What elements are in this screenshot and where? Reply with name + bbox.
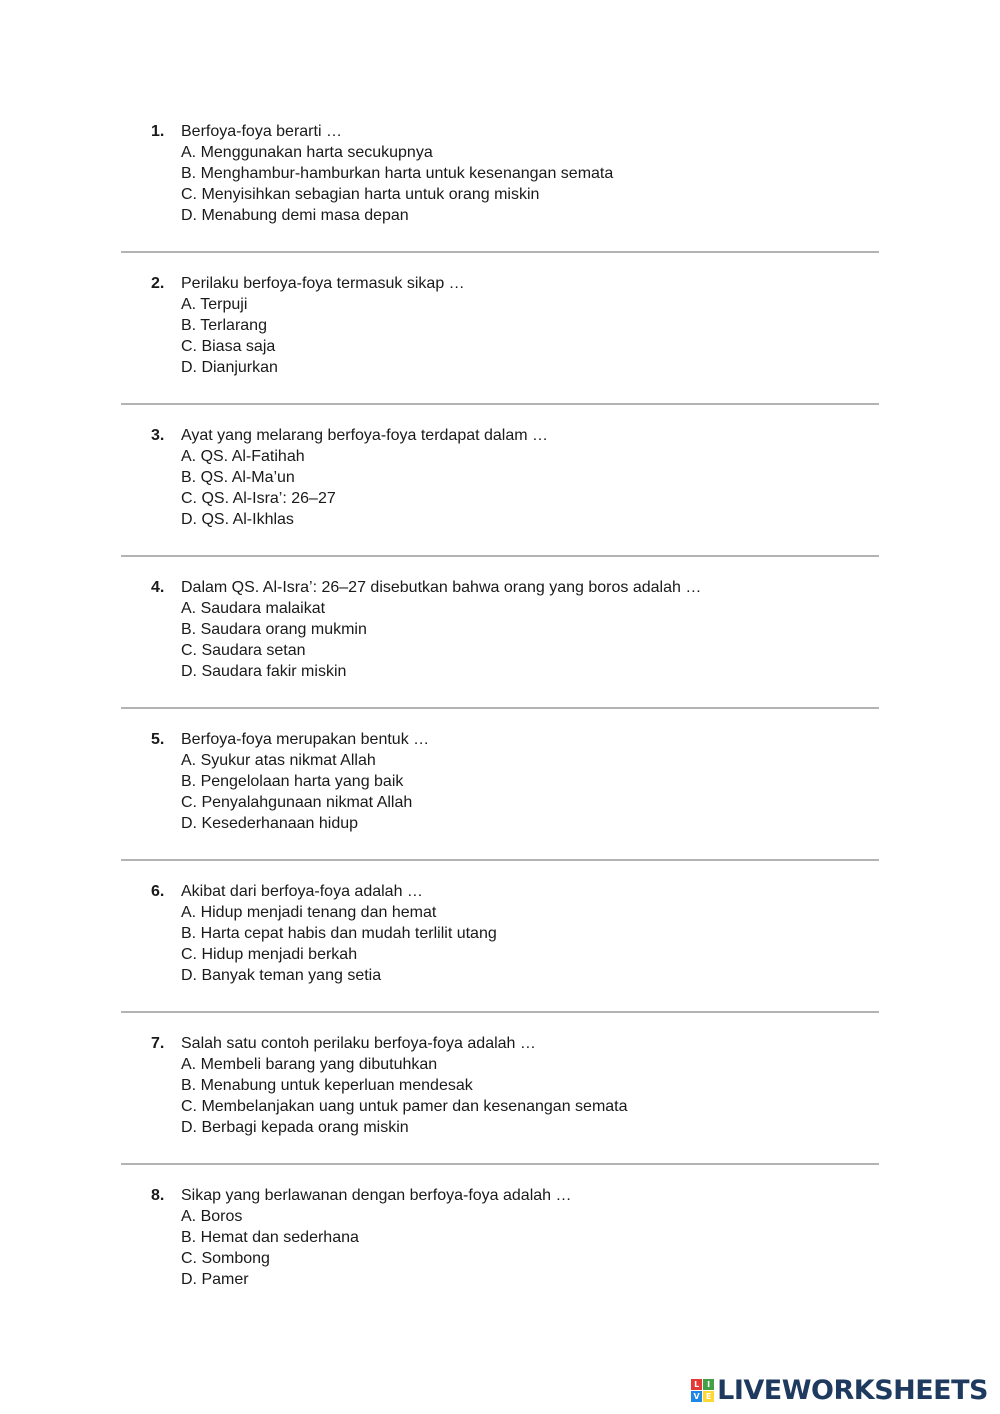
liveworksheets-logo [691, 1375, 988, 1406]
question-number: 2. [151, 275, 165, 292]
option-d: D. Pamer [181, 1271, 249, 1288]
question-text: Salah satu contoh perilaku berfoya-foya adalah … [181, 1035, 536, 1052]
option-b: B. QS. Al-Ma’un [181, 469, 295, 486]
option-b: B. Menabung untuk keperluan mendesak [181, 1077, 473, 1094]
divider [121, 859, 879, 861]
divider [121, 555, 879, 557]
option-d: D. Menabung demi masa depan [181, 207, 409, 224]
option-a: A. QS. Al-Fatihah [181, 448, 305, 465]
option-a: A. Menggunakan harta secukupnya [181, 144, 433, 161]
question-text: Ayat yang melarang berfoya-foya terdapat dalam … [181, 427, 549, 444]
question-5 [151, 729, 891, 834]
question-7 [151, 1033, 891, 1138]
divider [121, 403, 879, 405]
option-c: C. Membelanjakan uang untuk pamer dan kesenangan semata [181, 1098, 628, 1115]
option-c: C. Sombong [181, 1250, 270, 1267]
option-d: D. Saudara fakir miskin [181, 663, 347, 680]
question-text: Perilaku berfoya-foya termasuk sikap … [181, 275, 465, 292]
option-b: B. Harta cepat habis dan mudah terlilit utang [181, 925, 497, 942]
question-number: 8. [151, 1187, 165, 1204]
logo-mark-letter-e: E [703, 1391, 714, 1402]
divider [121, 1011, 879, 1013]
logo-mark-letter-l: L [691, 1379, 702, 1390]
question-text: Dalam QS. Al-Isra’: 26–27 disebutkan bahwa orang yang boros adalah … [181, 579, 702, 596]
divider [121, 1163, 879, 1165]
question-4 [151, 577, 891, 682]
question-6 [151, 881, 891, 986]
option-c: C. QS. Al-Isra’: 26–27 [181, 490, 336, 507]
option-a: A. Boros [181, 1208, 243, 1225]
logo-mark-icon [691, 1379, 714, 1402]
option-d: D. QS. Al-Ikhlas [181, 511, 294, 528]
question-text: Sikap yang berlawanan dengan berfoya-foya adalah … [181, 1187, 572, 1204]
divider [121, 251, 879, 253]
question-3 [151, 425, 891, 530]
option-c: C. Penyalahgunaan nikmat Allah [181, 794, 413, 811]
option-b: B. Terlarang [181, 317, 267, 334]
question-number: 3. [151, 427, 165, 444]
option-c: C. Menyisihkan sebagian harta untuk orang miskin [181, 186, 540, 203]
option-d: D. Berbagi kepada orang miskin [181, 1119, 409, 1136]
option-a: A. Terpuji [181, 296, 248, 313]
option-d: D. Banyak teman yang setia [181, 967, 382, 984]
option-c: C. Hidup menjadi berkah [181, 946, 358, 963]
question-2 [151, 273, 891, 378]
option-b: B. Menghambur-hamburkan harta untuk kesenangan semata [181, 165, 614, 182]
option-a: A. Saudara malaikat [181, 600, 326, 617]
option-a: A. Syukur atas nikmat Allah [181, 752, 376, 769]
divider [121, 707, 879, 709]
question-number: 6. [151, 883, 165, 900]
question-number: 1. [151, 123, 165, 140]
question-8 [151, 1185, 891, 1290]
option-a: A. Membeli barang yang dibutuhkan [181, 1056, 438, 1073]
option-b: B. Saudara orang mukmin [181, 621, 367, 638]
option-b: B. Pengelolaan harta yang baik [181, 773, 404, 790]
option-c: C. Saudara setan [181, 642, 306, 659]
question-text: Akibat dari berfoya-foya adalah … [181, 883, 423, 900]
logo-mark-letter-v: V [691, 1391, 702, 1402]
logo-text: LIVEWORKSHEETS [717, 1375, 988, 1406]
option-b: B. Hemat dan sederhana [181, 1229, 359, 1246]
question-number: 4. [151, 579, 165, 596]
option-d: D. Kesederhanaan hidup [181, 815, 359, 832]
question-text: Berfoya-foya berarti … [181, 123, 342, 140]
question-text: Berfoya-foya merupakan bentuk … [181, 731, 430, 748]
question-1 [151, 121, 891, 226]
option-a: A. Hidup menjadi tenang dan hemat [181, 904, 437, 921]
question-number: 7. [151, 1035, 165, 1052]
logo-mark-letter-i: I [703, 1379, 714, 1390]
option-c: C. Biasa saja [181, 338, 276, 355]
question-number: 5. [151, 731, 165, 748]
option-d: D. Dianjurkan [181, 359, 278, 376]
